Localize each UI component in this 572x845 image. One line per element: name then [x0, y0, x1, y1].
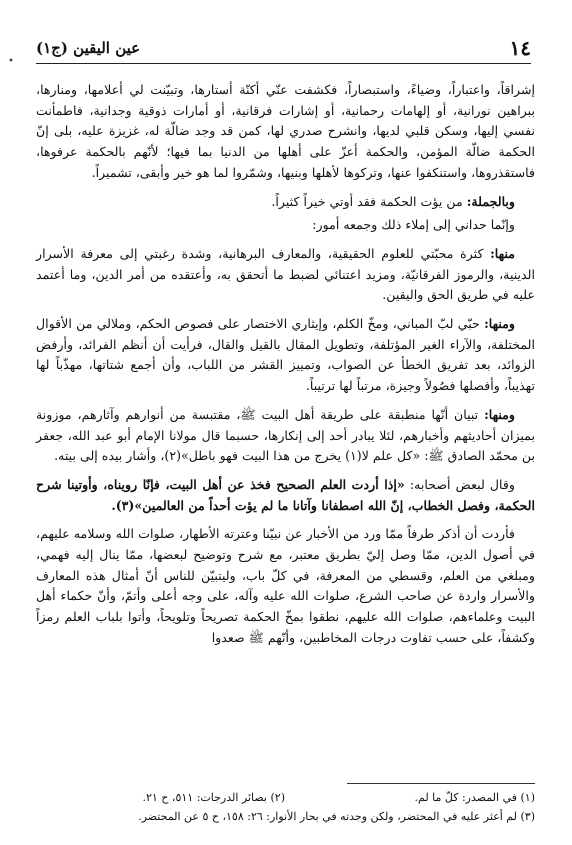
header-rule: [36, 63, 531, 64]
paragraph-reason-1: [36, 244, 535, 306]
text-run: وإنّما حداني إلى إملاء ذلك وجمعه أمور:: [312, 217, 515, 233]
bold-run: وبالجملة:: [466, 193, 515, 209]
bold-run: «إذا أردت العلم الصحيح فخذ عن أهل البيت، فإنّا رويناه، وأوتينا شرح الحكمة، وفصل الخطاب، إنّ الله اصطفانا وآتانا ما لم يؤت أحداً من العالمين»(٣).: [36, 476, 535, 513]
text-run: من يؤت الحكمة فقد أوتي خيراً كثيراً.: [271, 193, 467, 209]
paragraph-hadith-quote: [36, 475, 535, 516]
text-run: إشراقاً، واعتباراً، وضياءً، واستبصاراً، فكشفت عنّي أكنّة أستارها، وتبيّنت لي أعلامها، ومنارها، ببراهين نورانية، أو إلهامات رحمانية، أو إشارات فرقانية، أو أمارات ذوقية وجدانية، فاطمأنت نفسي إليها، وسكن قلبي لديها، وانشرح صدري لها، كمن قد وجد ضالّة له، غزيزة عليه، بلى إنّ الحكمة ضالّة المؤمن، والحكمة أعزّ على أهلها من الدنيا بما فيها؛ لأنّهم بالحكمة عرفوها، فاستقذروها، واستنكفوا عنها، وتركوها لأهلها وبنيها، وشمّروا لما هو خير وأبقى، تشميراً.: [36, 82, 535, 180]
footnote-row: [36, 788, 535, 807]
paragraph-continuation: [36, 80, 535, 184]
text-run: فأردت أن أذكر طرفاً ممّا ورد من الأخبار عن نبيّنا وعترته الأطهار، صلوات الله وسلامه عليهم، في أصول الدين، ممّا وصل إليّ بطريق معتبر، مع شرح وتوضيح لبعضها، ممّا ينال إليه فهمي، ومبلغي من العلم، وقسطي من المعرفة، في كلّ باب، وليتبيّن للناس أنّ أمثال هذه المعارف والأسرار واردة عن صاحب الشرع، صلوات الله عليه وآله، على وجه أعلى وأتمّ، وأنّ حكماء أهل البيت وعلماءهم، صلوات الله عليهم، نطقوا بمخّ الحكمة تصريحاً وتلويحاً، وأتوا بلباب العلم رمزاً وكشفاً، على حسب تفاوت درجات المخاطبين، وأنّهم ﷺ صعدوا: [36, 526, 535, 645]
text-run: وقال لبعض أصحابه:: [404, 476, 515, 492]
footnote-row: [36, 807, 535, 826]
paragraph-reason-2: [36, 314, 535, 397]
paragraph-reasons-intro: [36, 215, 535, 236]
paragraph-purpose: [36, 524, 535, 648]
margin-dot-mark: •: [8, 56, 14, 67]
running-title: عين اليقين (ج١): [36, 39, 141, 57]
page-number: ١٤: [509, 36, 531, 60]
bold-run: منها:: [490, 245, 515, 261]
text-run: كثرة محبّتي للعلوم الحقيقية، والمعارف البرهانية، وشدة رغبتي إلى معرفة الأسرار الدينية، والرموز الفرقانيّة، ومزيد اعتنائي لضبط ما أتحقق به، وأعتقده من أمر الدين، وما أعتمد عليه في طريق الحق واليقين.: [36, 245, 535, 303]
bold-run: ومنها:: [484, 316, 515, 332]
paragraph-reason-3: [36, 405, 535, 467]
text-run: تبيان أنّها منطبقة على طريقة أهل البيت ﷺ، مقتبسة من أنوارهم وآثارهم، موزونة بميزان أحاديثهم وأخبارهم، لئلا يبادر أحد إلى إنكارها، حسبما قال مولانا الإمام أبو عبد الله، جعفر بن محمّد الصادق ﷺ: «كل علم لا(١) يخرج من هذا البيت فهو باطل»(٢)، وأشار بيده إلى بيته.: [36, 406, 535, 464]
footnote-3: (٣) لم أعثر عليه في المحتضر، ولكن وجدته في بحار الأنوار: ٢٦: ١٥٨، ح ٥ عن المحتضر.: [138, 810, 535, 823]
main-text: [36, 80, 535, 652]
bold-run: ومنها:: [484, 406, 515, 422]
footnote-1: (١) في المصدر: كلّ ما لم.: [414, 791, 535, 804]
footnote-rule: [347, 783, 535, 784]
text-run: حبّي لبّ المباني، ومخّ الكلم، وإيثاري الاختصار على فصوص الحكم، وملالي من الأقوال المختلفة، والآراء الغير المؤتلفة، وتطويل المقال بالقيل والقال، فرأيت أن أنظم الفرائد، وأرفض الزوائد، بعد تفريق الخطأ عن الصواب، وتمييز القشر من اللباب، وأن أجمع شتاتها، مهذّباً لها تهذيباً، وأفصلها فصُولاً وجيزة، مرتباً لها ترتيباً.: [36, 316, 535, 394]
paragraph-summary: [36, 192, 535, 213]
footnote-2: (٢) بصائر الدرجات: ٥١١، ح ٢١.: [142, 791, 285, 804]
footnotes: [36, 788, 535, 826]
page-header: [36, 34, 531, 66]
